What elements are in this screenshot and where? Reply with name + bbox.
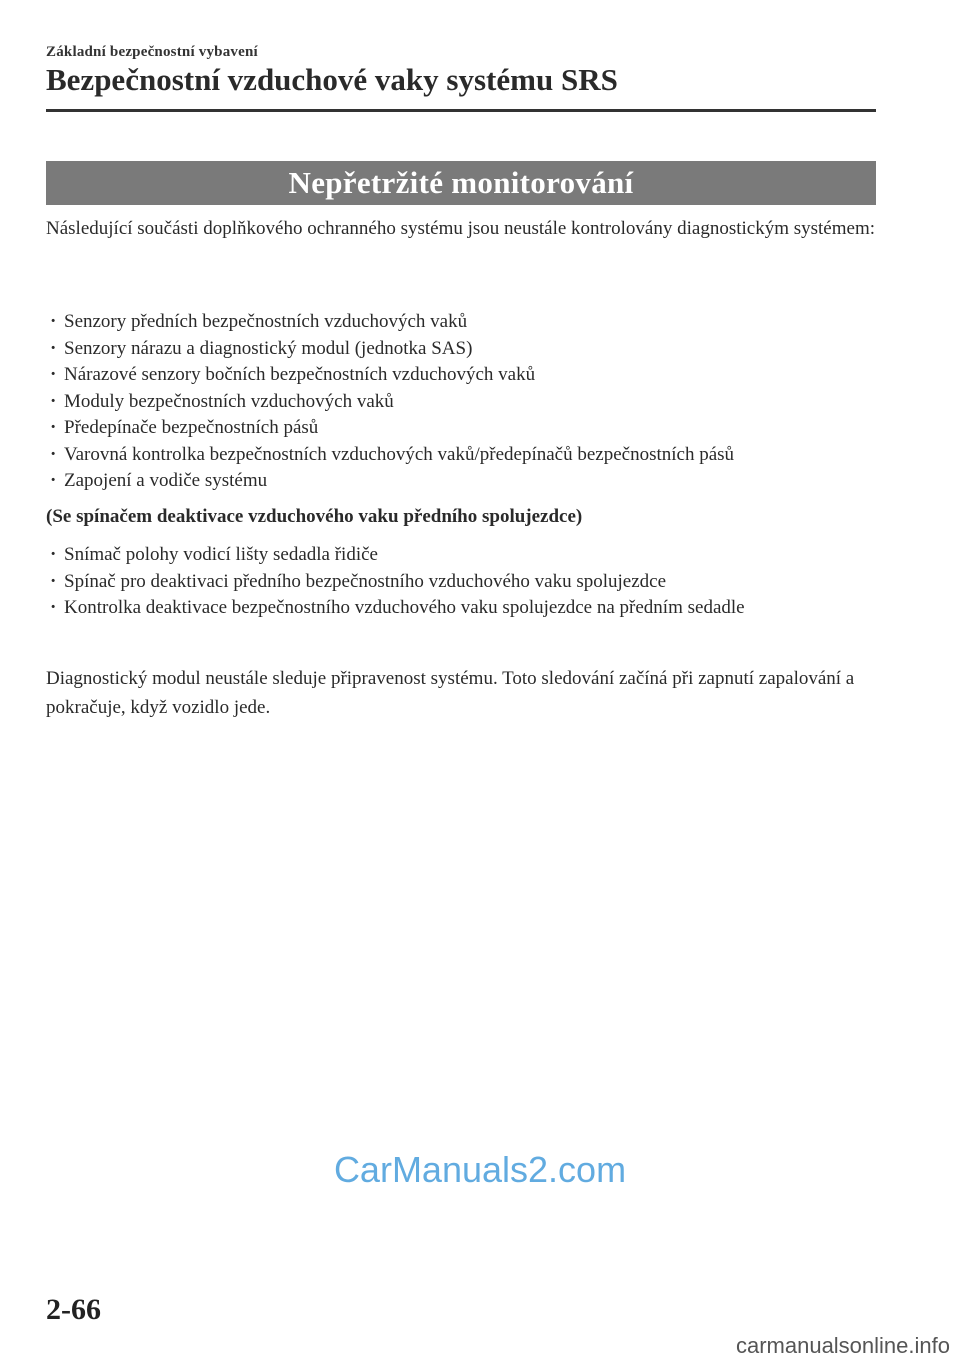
list-item-text: Zapojení a vodiče systému — [64, 470, 268, 491]
list-item — [46, 415, 886, 442]
list-item-text: Spínač pro deaktivaci předního bezpečnostního vzduchového vaku spolujezdce — [64, 570, 666, 592]
list-item — [46, 595, 886, 622]
section-banner: Nepřetržité monitorování — [46, 161, 876, 205]
component-list — [46, 309, 886, 495]
list-item — [46, 362, 886, 389]
list-item-text: Kontrolka deaktivace bezpečnostního vzduchového vaku spolujezdce na předním sedadle — [64, 597, 745, 618]
page-number: 2-66 — [46, 1293, 101, 1326]
bullet-icon: · — [50, 364, 57, 385]
bullet-icon: · — [50, 337, 57, 359]
list-item-text: Moduly bezpečnostních vzduchových vaků — [64, 390, 394, 412]
title-rule — [46, 109, 876, 112]
bullet-icon: · — [50, 390, 57, 412]
subheading: (Se spínačem deaktivace vzduchového vaku předního spolujezdce) — [46, 506, 583, 527]
list-item-text: Senzory nárazu a diagnostický modul (jednotka SAS) — [64, 337, 473, 359]
site-mark: carmanualsonline.info — [735, 1333, 950, 1358]
intro-paragraph: Následující součásti doplňkového ochranného systému jsou neustále kontrolovány diagnostickým systémem: — [46, 218, 875, 239]
bullet-icon: · — [50, 544, 57, 565]
list-item — [46, 442, 886, 469]
closing-paragraph: Diagnostický modul neustále sleduje připravenost systému. Toto sledování začíná při zapnutí zapalování a pokračuje, když vozidlo jede. — [46, 668, 855, 718]
list-item — [46, 542, 886, 569]
bullet-icon: · — [50, 597, 57, 618]
passenger-switch-list — [46, 542, 886, 622]
watermark: CarManuals2.com — [333, 1149, 627, 1190]
bullet-icon: · — [50, 470, 57, 491]
list-item-text: Senzory předních bezpečnostních vzduchových vaků — [64, 311, 468, 332]
bullet-icon: · — [50, 570, 57, 592]
list-item-text: Nárazové senzory bočních bezpečnostních vzduchových vaků — [64, 364, 536, 385]
breadcrumb: Základní bezpečnostní vybavení — [46, 44, 258, 60]
list-item-text: Varovná kontrolka bezpečnostních vzduchových vaků/předepínačů bezpečnostních pásů — [64, 443, 735, 465]
list-item — [46, 468, 886, 495]
list-item — [46, 336, 886, 363]
bullet-icon: · — [50, 311, 57, 332]
page-title: Bezpečnostní vzduchové vaky systému SRS — [46, 62, 618, 97]
list-item — [46, 389, 886, 416]
list-item-text: Předepínače bezpečnostních pásů — [64, 417, 319, 438]
list-item — [46, 309, 886, 336]
bullet-icon: · — [50, 417, 57, 438]
list-item-text: Snímač polohy vodicí lišty sedadla řidiče — [64, 544, 378, 565]
bullet-icon: · — [50, 443, 57, 465]
list-item — [46, 569, 886, 596]
